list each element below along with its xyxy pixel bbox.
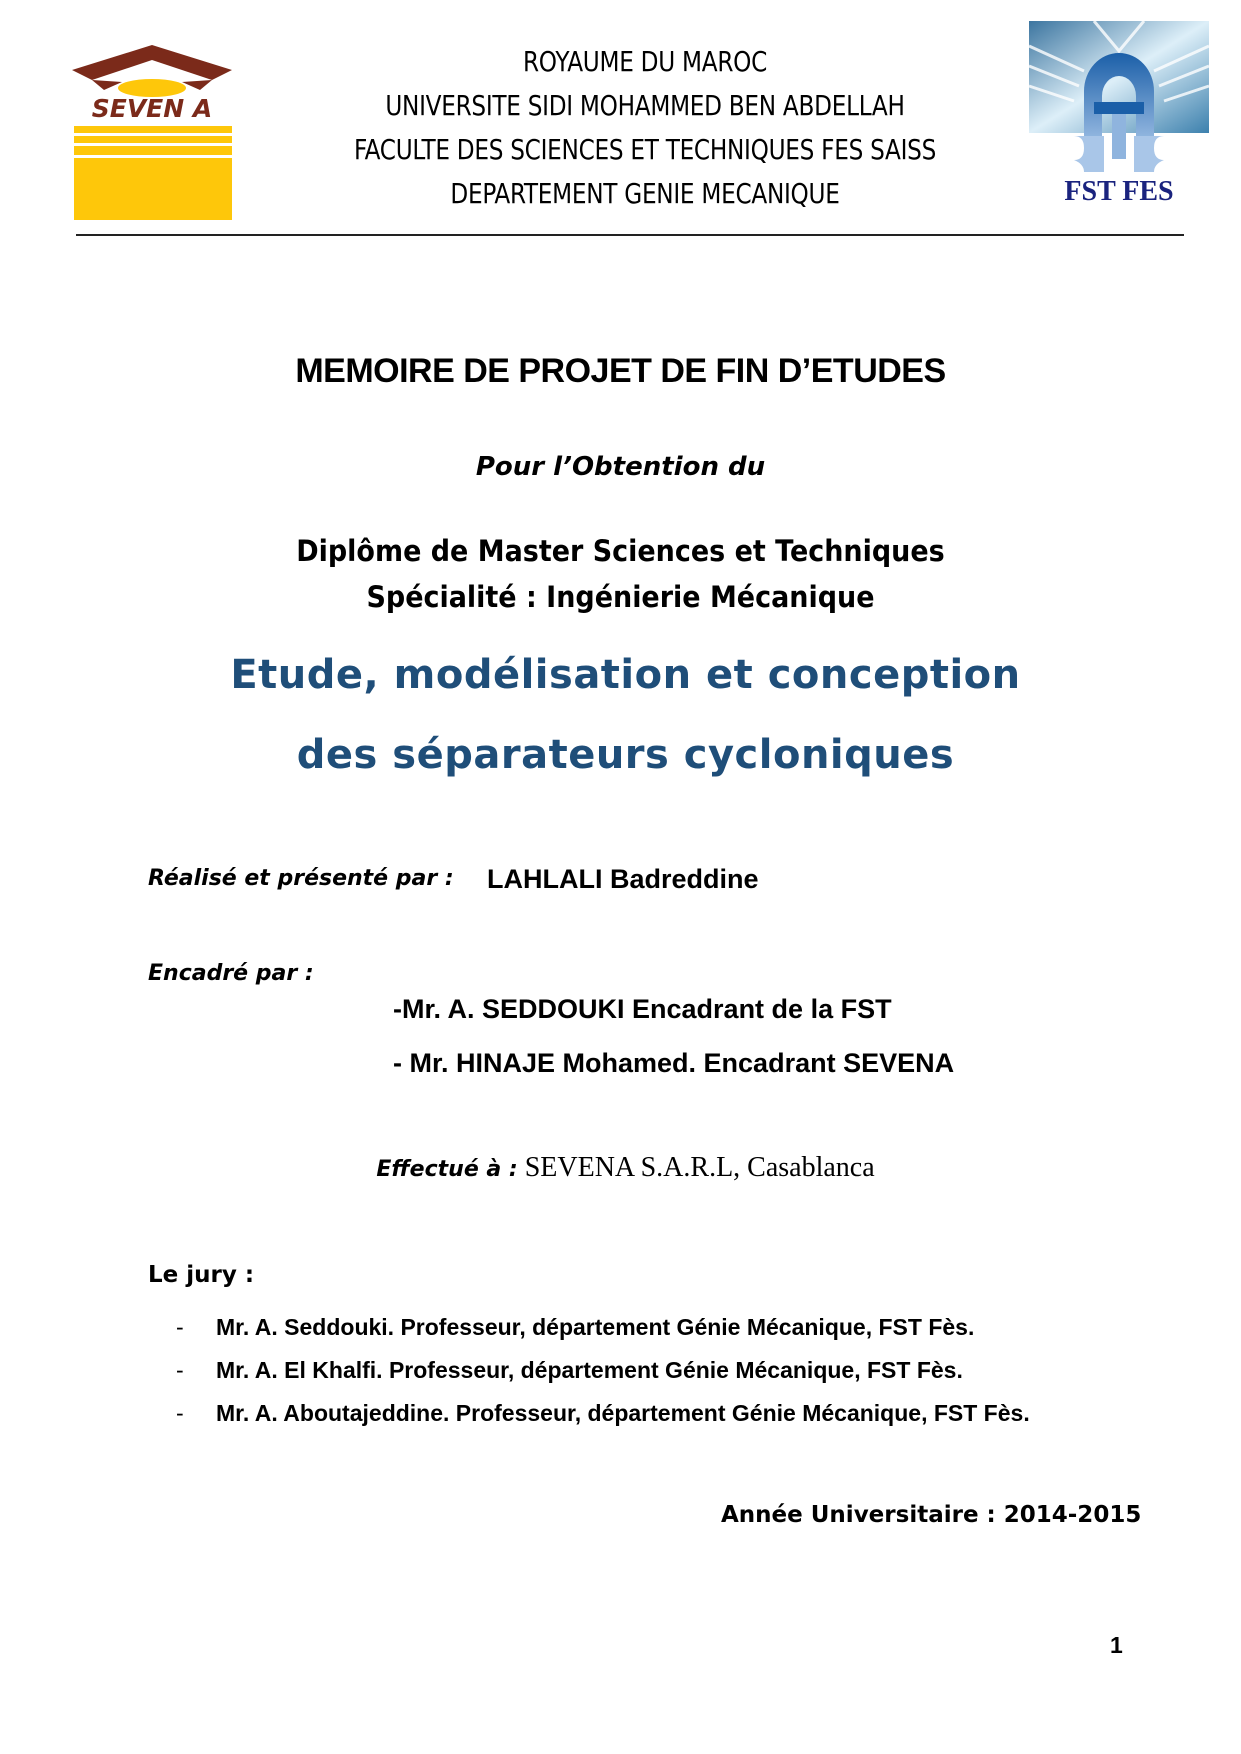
jury-label: Le jury :: [148, 1262, 255, 1288]
author-label: Réalisé et présenté par :: [148, 866, 454, 891]
page-number: 1: [1110, 1632, 1123, 1658]
svg-text:SEVEN A: SEVEN A: [91, 94, 213, 123]
jury-member: [176, 1357, 963, 1384]
thesis-title-line-1: Etude, modélisation et conception: [230, 652, 1021, 698]
institution-header: [260, 40, 1030, 216]
fst-fes-logo-icon: [1024, 16, 1214, 206]
document-heading: MEMOIRE DE PROJET DE FIN D’ETUDES: [295, 352, 946, 390]
academic-year: Année Universitaire : 2014-2015: [721, 1502, 1142, 1528]
supervisors-label: Encadré par :: [148, 961, 314, 986]
jury-member-text: Mr. A. Seddouki. Professeur, département Génie Mécanique, FST Fès.: [216, 1314, 975, 1340]
author-name: LAHLALI Badreddine: [487, 864, 759, 894]
diploma-line: Diplôme de Master Sciences et Techniques: [296, 534, 945, 568]
location-value: SEVENA S.A.R.L, Casablanca: [517, 1152, 875, 1183]
location-label: Effectué à :: [376, 1157, 518, 1182]
sevena-logo: [62, 40, 244, 222]
jury-member: [176, 1314, 974, 1341]
header-line-department: DEPARTEMENT GENIE MECANIQUE: [450, 177, 840, 210]
header-line-faculty: FACULTE DES SCIENCES ET TECHNIQUES FES SAISS: [353, 133, 937, 166]
thesis-title-line-2: des séparateurs cycloniques: [296, 732, 955, 778]
header-divider: [76, 234, 1184, 236]
jury-member-text: Mr. A. Aboutajeddine. Professeur, département Génie Mécanique, FST Fès.: [216, 1400, 1030, 1426]
location-line: [0, 1152, 1241, 1184]
jury-member: [176, 1400, 1030, 1427]
header-line-kingdom: ROYAUME DU MAROC: [522, 45, 768, 78]
obtention-line: Pour l’Obtention du: [475, 452, 766, 482]
bullet-dash: -: [176, 1400, 184, 1426]
diploma-block: [0, 528, 1241, 620]
bullet-dash: -: [176, 1314, 184, 1340]
svg-text:FST FES: FST FES: [1064, 176, 1174, 206]
sevena-logo-icon: [62, 40, 244, 222]
header-line-university: UNIVERSITE SIDI MOHAMMED BEN ABDELLAH: [385, 89, 905, 122]
fst-fes-logo: [1024, 16, 1214, 206]
supervisor-item: -Mr. A. SEDDOUKI Encadrant de la FST: [393, 994, 892, 1024]
bullet-dash: -: [176, 1357, 184, 1383]
supervisor-item: - Mr. HINAJE Mohamed. Encadrant SEVENA: [393, 1048, 955, 1078]
specialty-line: Spécialité : Ingénierie Mécanique: [366, 580, 875, 614]
jury-member-text: Mr. A. El Khalfi. Professeur, département Génie Mécanique, FST Fès.: [216, 1357, 963, 1383]
